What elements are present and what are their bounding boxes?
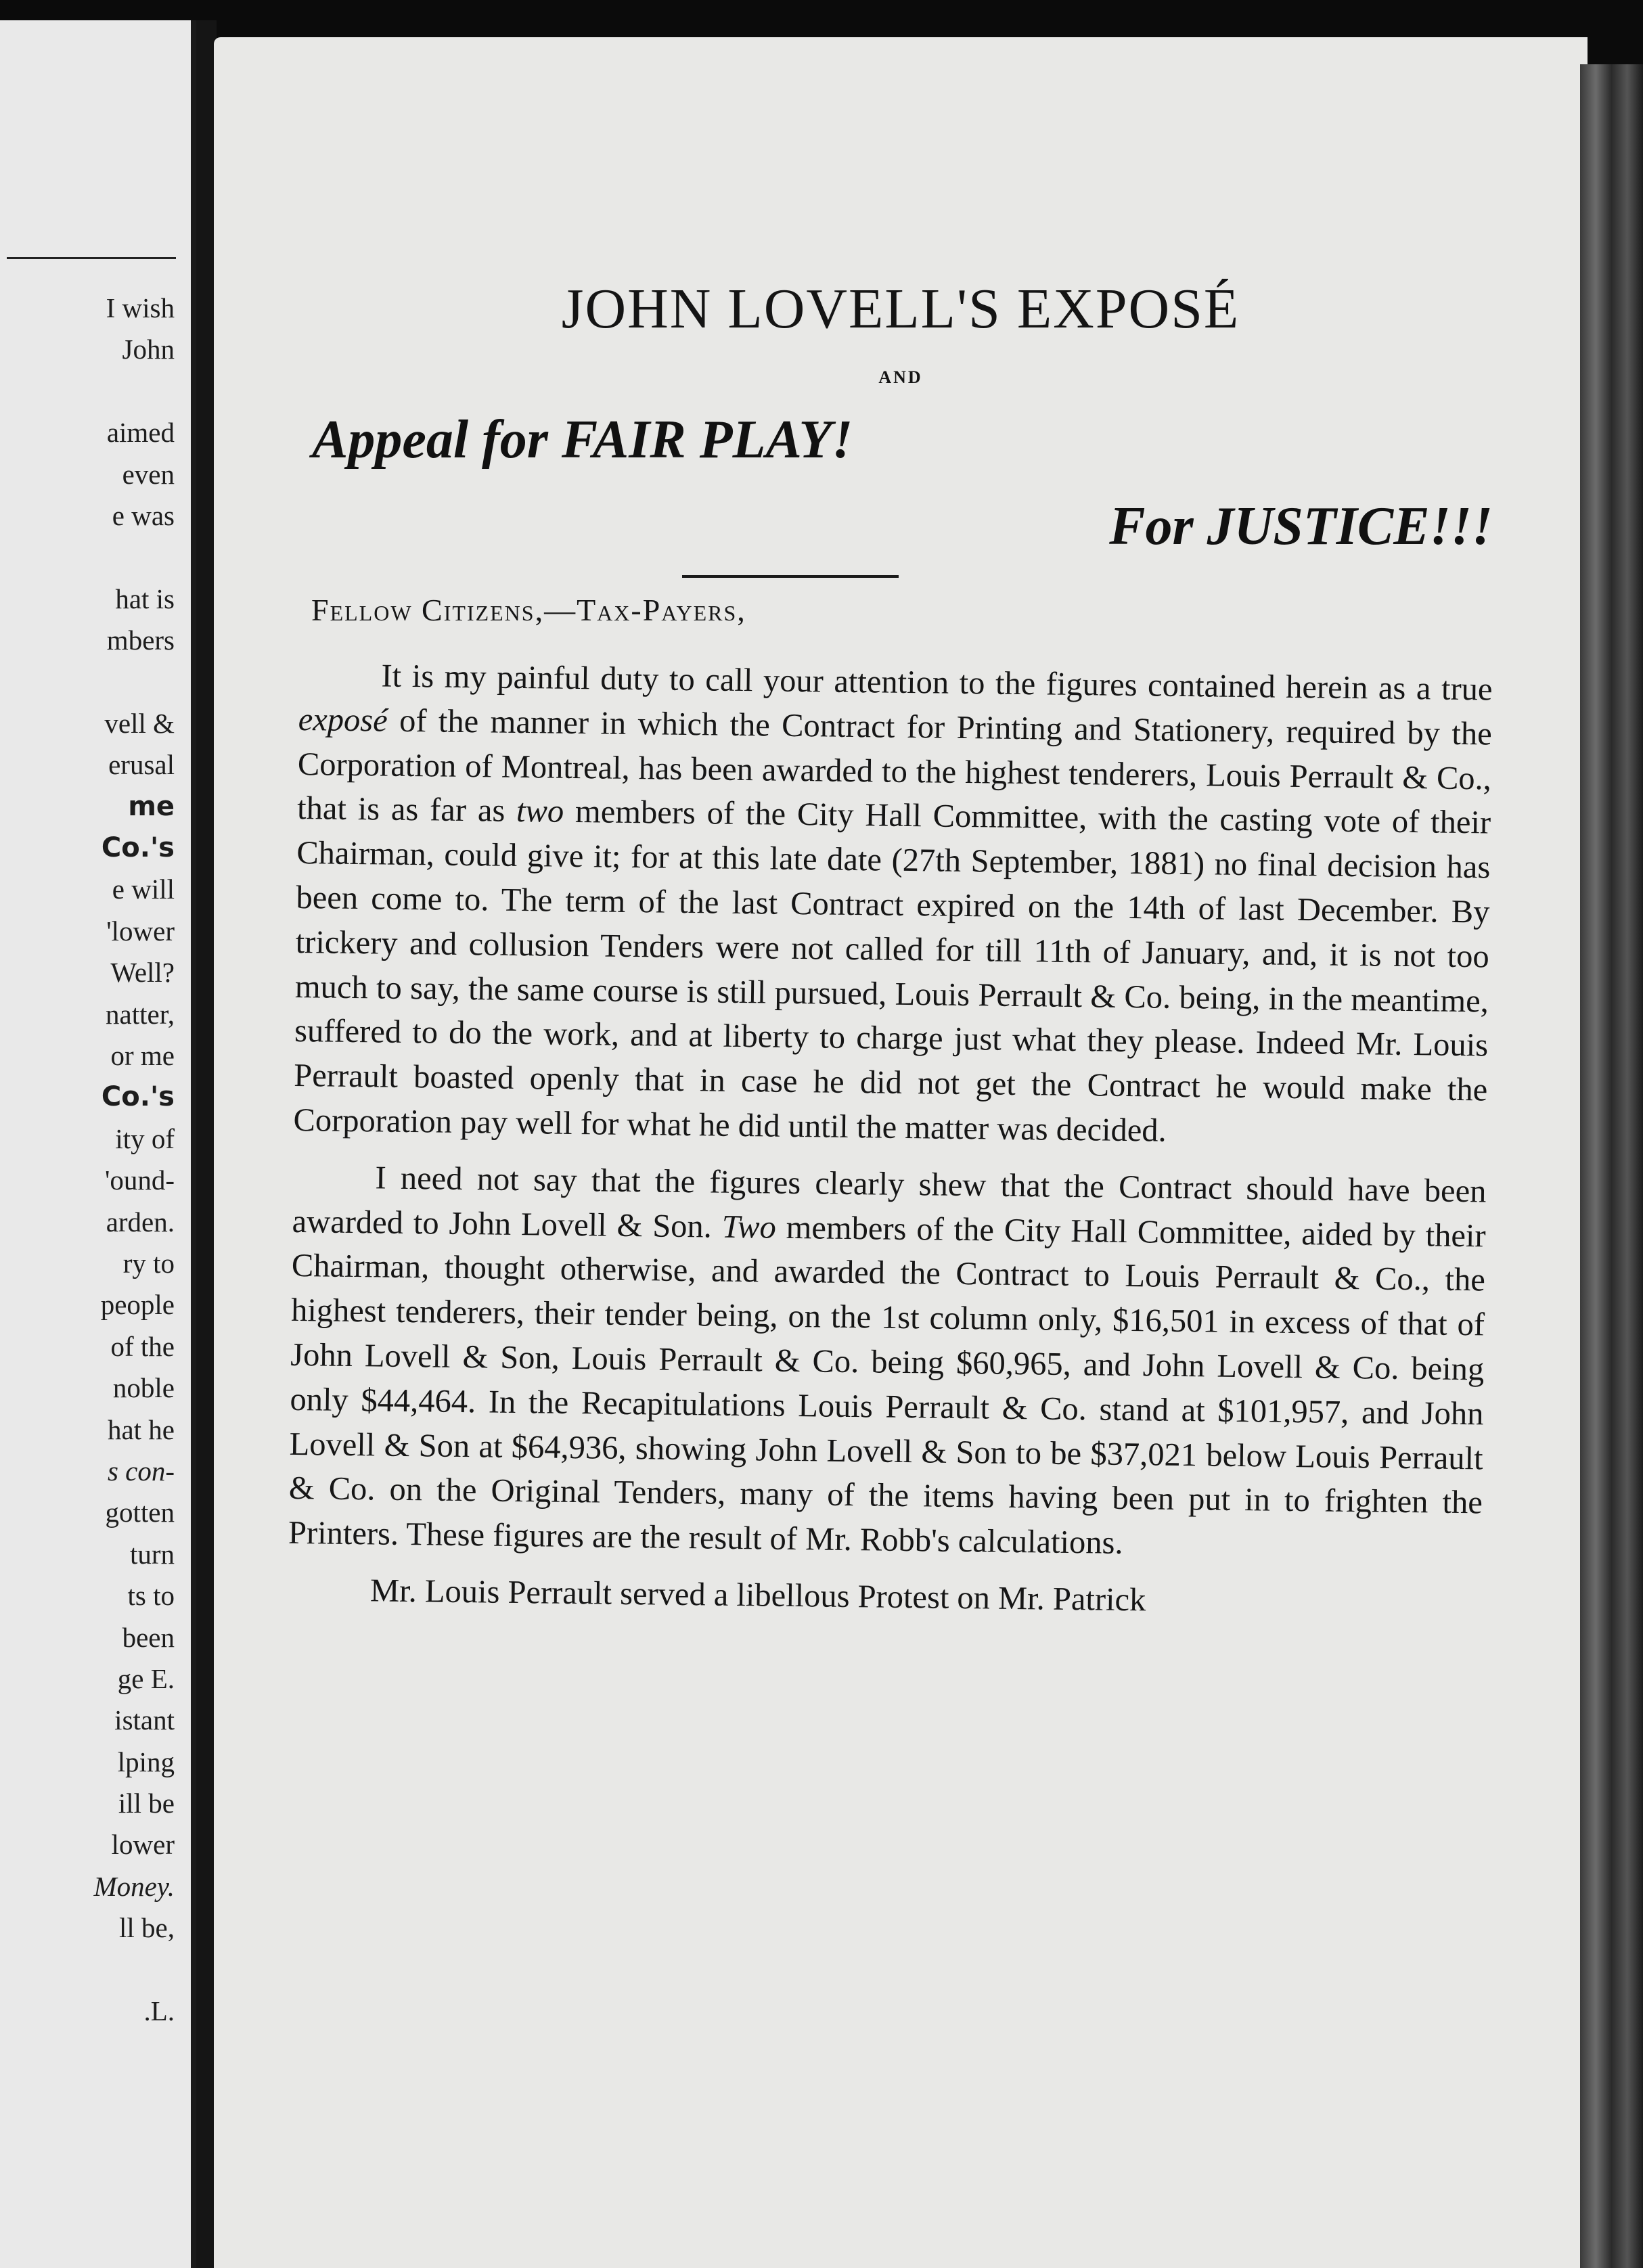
body-text <box>288 653 1493 1627</box>
left-line: ll be, <box>119 1912 175 1944</box>
italic-word: exposé <box>298 701 388 739</box>
left-line: John <box>122 334 175 365</box>
left-line: natter, <box>106 998 175 1030</box>
left-line: istant <box>114 1704 175 1736</box>
left-page-fragment <box>0 20 196 2268</box>
left-line: mbers <box>106 625 175 656</box>
left-line <box>0 537 175 578</box>
left-line: noble <box>112 1372 175 1404</box>
left-line: I wish <box>106 292 175 323</box>
paragraph-1 <box>293 653 1493 1157</box>
paragraph-text: members of the City Hall Committee, with the casting vote of their Chairman, could give it; for at this late date (27th September, 1881) no final decision has been come to. The term of the last Contract expired on the 14th of last December. By trickery and collusion Tenders were not called for till 11th of January, and, it is not too much to say, the same course is still pursued, Louis Perrault & Co. being, in the meantime, suffered to do the work, and at liberty to charge just what they please. Indeed Mr. Louis Perrault boasted openly that in case he did not get the Contract he would make the Corporation pay well for what he did until the matter was decided. <box>293 794 1491 1149</box>
left-line: ill be <box>118 1788 175 1819</box>
left-line: aimed <box>106 417 175 449</box>
left-line: turn <box>129 1538 175 1570</box>
left-line <box>0 371 175 412</box>
left-line: ts to <box>127 1580 175 1612</box>
left-line: arden. <box>106 1206 175 1238</box>
left-line: even <box>122 458 175 490</box>
left-line: Well? <box>110 957 175 989</box>
page-title: JOHN LOVELL'S EXPOSÉ <box>561 277 1240 340</box>
paragraph-text: It is my painful duty to call your attention to the figures contained herein as a true <box>381 658 1493 708</box>
left-line: lower <box>111 1829 175 1861</box>
subtitle-appeal: Appeal for FAIR PLAY! <box>312 410 853 470</box>
left-line: me <box>128 790 175 822</box>
paragraph-text: I need not say that the figures clearly shew that the Contract should have been awarded to John Lovell & Son. <box>292 1160 1487 1245</box>
left-line <box>0 1949 175 1991</box>
left-line: Co.'s <box>101 832 175 864</box>
left-line: vell & <box>104 707 175 739</box>
left-line: ity of <box>115 1122 175 1154</box>
left-line: been <box>122 1621 175 1653</box>
left-line: e will <box>112 874 175 905</box>
title-conjunction: AND <box>878 367 923 387</box>
left-line <box>0 662 175 703</box>
italic-word: two <box>516 793 564 830</box>
left-line: 'lower <box>106 915 175 947</box>
paragraph-2 <box>288 1155 1487 1570</box>
left-line: Money. <box>93 1870 175 1902</box>
left-line: Co.'s <box>101 1081 175 1113</box>
left-line: of the <box>110 1330 175 1362</box>
left-line: lping <box>117 1746 175 1777</box>
left-line: people <box>100 1289 175 1321</box>
left-line: ge E. <box>117 1662 175 1694</box>
left-line: hat is <box>115 583 175 614</box>
paragraph-text: members of the City Hall Committee, aided by their Chairman, thought otherwise, and awarded the Contract to Louis Perrault & Co., the highest tenderers, their tender being, on the 1st column only, $16,501 in excess of that of John Lovell & Son, Louis Perrault & Co. being $60,965, and John Lovell & Co. being only $44,464. In the Recapitulations Louis Perrault & Co. stand at $101,957, and John Lovell & Son at $64,936, showing John Lovell & Son to be $37,021 below Louis Perrault & Co. on the Original Tenders, many of the items having been put in to frighten the Printers. These figures are the result of Mr. Robb's calculations. <box>288 1209 1486 1562</box>
left-line: or me <box>110 1040 175 1072</box>
left-page-text-column <box>0 288 175 2032</box>
left-line: ry to <box>122 1247 175 1279</box>
left-line: hat he <box>107 1413 175 1445</box>
left-page-rule <box>7 257 176 259</box>
paragraph-text: of the manner in which the Contract for Printing and Stationery, required by the Corporation of Montreal, has been awarded to the highest tenderers, Louis Perrault & Co., that is as far as <box>296 702 1492 830</box>
paragraph-text: Mr. Louis Perrault served a libellous Protest on Mr. Patrick <box>369 1572 1146 1618</box>
salutation: Fellow Citizens,—Tax-Payers, <box>311 593 746 627</box>
left-line: s con- <box>107 1455 175 1487</box>
left-line: .L. <box>143 1995 175 2027</box>
left-line: gotten <box>105 1497 175 1528</box>
left-line: e was <box>112 499 175 531</box>
subtitle-justice: For JUSTICE!!! <box>1109 497 1493 556</box>
right-page <box>214 37 1588 2268</box>
title-rule <box>682 575 899 578</box>
left-line: erusal <box>108 749 175 781</box>
italic-word: Two <box>721 1208 777 1246</box>
book-spine-edge <box>1580 64 1643 2268</box>
paragraph-3 <box>288 1568 1482 1627</box>
left-line: 'ound- <box>104 1164 175 1196</box>
